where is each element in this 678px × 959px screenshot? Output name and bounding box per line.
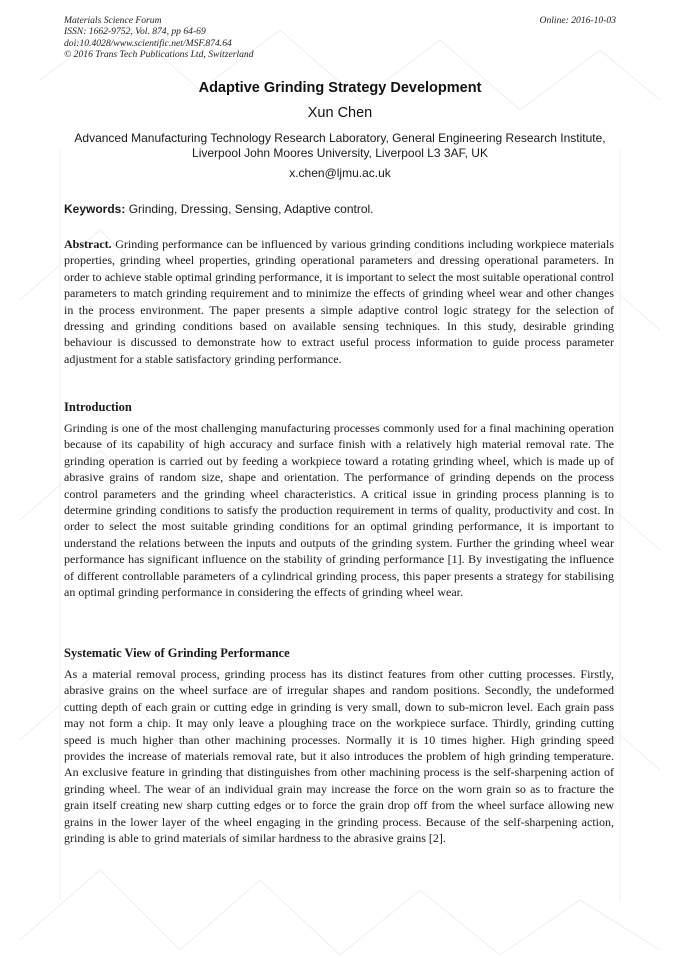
paper-title: Adaptive Grinding Strategy Development [198, 80, 482, 96]
section-body-introduction: Grinding is one of the most challenging manufacturing processes commonly used for a final machining operation because of its capability of high accuracy and surface finish with a relatively high material removal rate. The grinding operation is carried out by feeding a workpiece toward a rotating grinding wheel, which is made up of abrasive grains of random size, shape and orientation. The performance of grinding depends on the process control parameters and the grinding wheel characteristics. A critical issue in grinding process planning is to determine grinding conditions to satisfy the production requirement in terms of quality, productivity and cost. In order to select the most suitable grinding conditions for an optimal grinding performance, it is important to understand the relations between the inputs and outputs of the grinding system. Further the grinding wheel wear performance has significant influence on the stability of grinding performance [1]. By investigating the influence of different controllable parameters of a cylindrical grinding process, this paper presents a strategy for stabilising an optimal grinding performance in considering the effects of grinding wheel wear. [64, 421, 614, 600]
keywords [64, 202, 616, 216]
author-email[interactable]: x.chen@ljmu.ac.uk [289, 166, 391, 180]
journal-header [64, 15, 616, 60]
author-affiliation: Advanced Manufacturing Technology Research Laboratory, General Engineering Research Institute, Liverpool John Moores University, Liverpool L3 3AF, UK [74, 131, 606, 160]
journal-name: Materials Science Forum [64, 15, 162, 26]
online-date: Online: 2016-10-03 [539, 15, 616, 26]
issn-line: ISSN: 1662-9752, Vol. 874, pp 64-69 [64, 26, 206, 38]
abstract-text: Grinding performance can be influenced by various grinding conditions including workpiece materials properties, grinding wheel properties, grinding operational parameters and dressing operational parameters. In order to achieve stable optimal grinding performance, it is important to select the most suitable operational control parameters to match grinding requirement and to minimize the effects of grinding wheel wear and other changes in the process environment. The paper presents a simple adaptive control logic strategy for the selection of dressing and grinding conditions based on available sensing techniques. In this study, desirable grinding behaviour is discussed to demonstrate how to extract useful process information to guide process parameter adjustment for a stable satisfactory grinding performance. [64, 237, 614, 366]
doi-line[interactable]: doi:10.4028/www.scientific.net/MSF.874.64 [64, 37, 232, 49]
section-heading-introduction: Introduction [64, 400, 132, 414]
abstract [64, 236, 614, 367]
section-body-systematic-view: As a material removal process, grinding process has its distinct features from other cutting processes. Firstly, abrasive grains on the wheel surface are of irregular shapes and random positions. Secondly, the undeformed cutting depth of each grain or cutting edge in grinding is very small, down to sub-micron level. Each grain pass may not form a chip. It may only leave a ploughing trace on the workpiece surface. Thirdly, grinding cutting speed is much higher than other machining processes. Normally it is 10 times higher. High grinding speed provides the increase of materials removal rate, but it also introduces the problem of high grinding temperature. An exclusive feature in grinding that distinguishes from other machining process is the self-sharpening action of grinding wheel. The wear of an individual grain may increase the force on the worn grain so as to fracture the grain itself creating new sharp cutting edges or to force the grain drop off from the wheel surface allowing new grains in the lower layer of the wheel engaging in the grinding process. Because of the self-sharpening action, grinding is able to grind materials of similar hardness to the abrasive grains [2]. [64, 667, 614, 846]
keywords-text: Grinding, Dressing, Sensing, Adaptive control. [128, 202, 374, 216]
copyright-line: © 2016 Trans Tech Publications Ltd, Switzerland [64, 48, 254, 60]
abstract-label: Abstract. [64, 237, 112, 251]
author-name: Xun Chen [307, 105, 373, 121]
keywords-label: Keywords: [64, 202, 126, 216]
section-heading-systematic-view: Systematic View of Grinding Performance [64, 646, 290, 660]
